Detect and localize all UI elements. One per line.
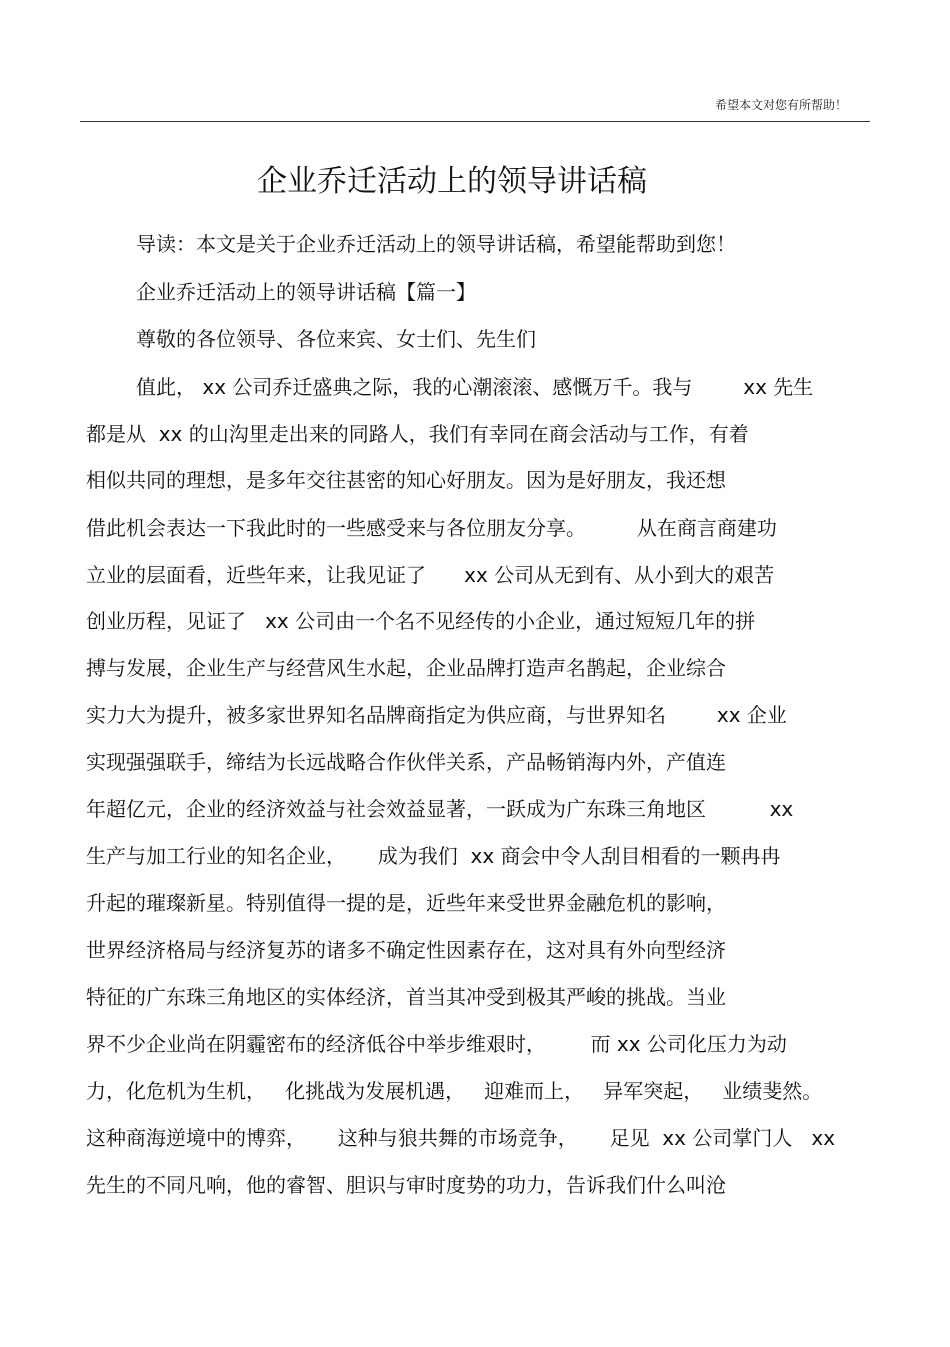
body-line: 立业的层面看，近些年来，让我见证了 xx 公司从无到有、从小到大的艰苦 (86, 563, 775, 587)
body-line: 借此机会表达一下我此时的一些感受来与各位朋友分享。 从在商言商建功 (86, 516, 777, 540)
body-line: 特征的广东珠三角地区的实体经济，首当其冲受到极其严峻的挑战。当业 (86, 985, 726, 1009)
body-line: 力，化危机为生机， 化挑战为发展机遇， 迎难而上， 异军突起， 业绩斐然。 (86, 1079, 823, 1103)
section-heading: 企业乔迁活动上的领导讲话稿【篇一】 (136, 280, 476, 304)
body-line: 年超亿元，企业的经济效益与社会效益显著，一跃成为广东珠三角地区 xx (86, 797, 794, 821)
body-line: 值此， xx 公司乔迁盛典之际，我的心潮滚滚、感慨万千。我与 xx 先生 (136, 375, 814, 399)
body-line: 创业历程，见证了 xx 公司由一个名不见经传的小企业，通过短短几年的拼 (86, 609, 756, 633)
body-line: 都是从 xx 的山沟里走出来的同路人，我们有幸同在商会活动与工作，有着 (86, 422, 749, 446)
body-line: 实现强强联手，缔结为长远战略合作伙伴关系，产品畅销海内外，产值连 (86, 750, 726, 774)
document-title: 企业乔迁活动上的领导讲话稿 (257, 164, 647, 199)
body-line: 相似共同的理想，是多年交往甚密的知心好朋友。因为是好朋友，我还想 (86, 468, 726, 492)
body-line: 世界经济格局与经济复苏的诸多不确定性因素存在，这对具有外向型经济 (86, 938, 726, 962)
body-line: 界不少企业尚在阴霾密布的经济低谷中举步维艰时， 而 xx 公司化压力为动 (86, 1032, 787, 1056)
salutation: 尊敬的各位领导、各位来宾、女士们、先生们 (136, 327, 536, 351)
body-line: 升起的璀璨新星。特别值得一提的是，近些年来受世界金融危机的影响， (86, 891, 726, 915)
body-line: 实力大为提升，被多家世界知名品牌商指定为供应商，与世界知名 xx 企业 (86, 703, 787, 727)
body-line: 生产与加工行业的知名企业， 成为我们 xx 商会中令人刮目相看的一颗冉冉 (86, 844, 781, 868)
intro-line: 导读：本文是关于企业乔迁活动上的领导讲话稿，希望能帮助到您！ (136, 232, 736, 256)
body-line: 这种商海逆境中的博弈， 这种与狼共舞的市场竞争， 足见 xx 公司掌门人 xx (86, 1126, 836, 1150)
body-line: 先生的不同凡响，他的睿智、胆识与审时度势的功力，告诉我们什么叫沧 (86, 1173, 726, 1197)
body-line: 搏与发展，企业生产与经营风生水起，企业品牌打造声名鹊起，企业综合 (86, 656, 726, 680)
header-note: 希望本文对您有所帮助！ (714, 98, 847, 112)
header-rule (80, 121, 870, 122)
